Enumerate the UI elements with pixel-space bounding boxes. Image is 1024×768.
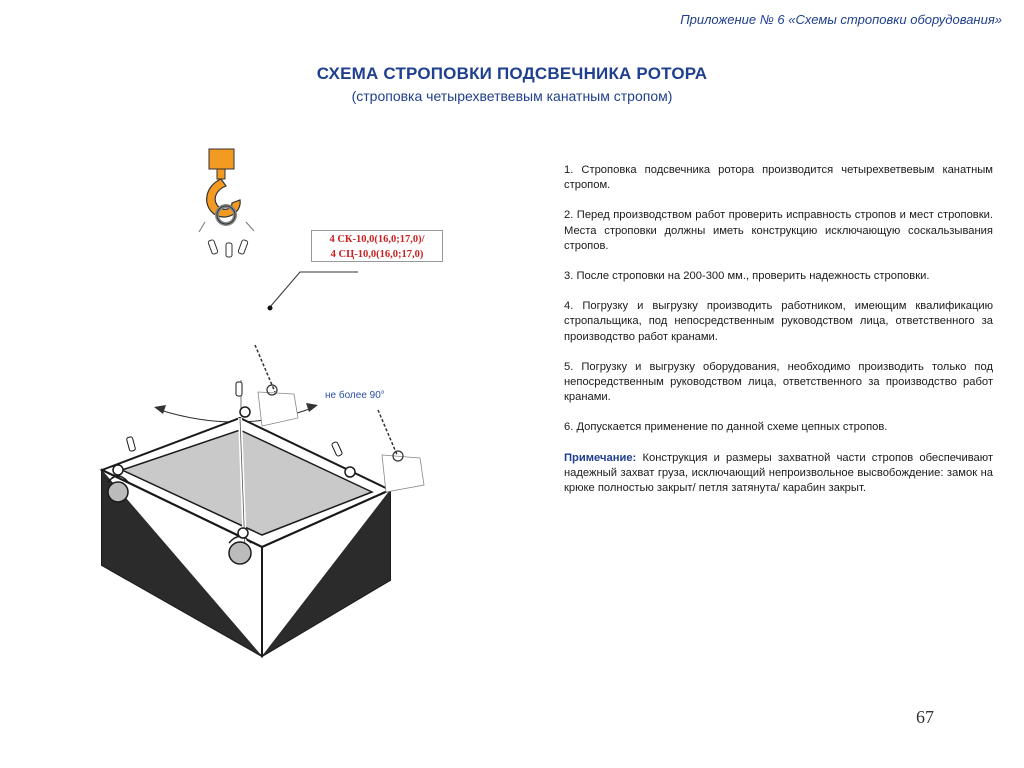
note-label: Примечание: [564, 451, 637, 464]
instruction-item: 1. Строповка подсвечника ротора производится четырехветвевым канатным стропом. [564, 164, 993, 192]
crane-hook-icon [199, 149, 254, 257]
instruction-item: 6. Допускается применение по данной схеме цепных стропов. [564, 421, 888, 434]
angle-limit-label: не более 90° [325, 390, 385, 401]
sling-spec-label [311, 230, 443, 262]
page-title: СХЕМА СТРОПОВКИ ПОДСВЕЧНИКА РОТОРА [316, 64, 708, 83]
label-leader-line [268, 272, 359, 311]
page-subtitle: (строповка четырехветвевым канатным стропом) [351, 88, 673, 104]
instruction-item: 2. Перед производством работ проверить исправность стропов и мест строповки. Места строповки должны иметь конструкцию исключающую соскальзывания стропов. [564, 209, 993, 252]
sling-spec-line-1: 4 СК-10,0(16,0;17,0)/ [329, 234, 425, 245]
instructions-list [564, 163, 993, 511]
instruction-item: 4. Погрузку и выгрузку производить работником, имеющим квалификацию стропальщика, под непосредственным руководством лица, ответственного за производство работ кранами. [564, 300, 993, 343]
sling-spec-line-2: 4 СЦ-10,0(16,0;17,0) [330, 249, 424, 260]
note-text: Конструкция и размеры захватной части стропов обеспечивают надежный захват груза, исключающий непроизвольное высвобождение: замок на крюке полностью закрыт/ петля затянута/ карабин закрыт. [564, 451, 993, 495]
appendix-header: Приложение № 6 «Схемы строповки оборудования» [680, 12, 1002, 27]
page-number: 67 [916, 707, 934, 727]
instruction-item: 5. Погрузку и выгрузку оборудования, необходимо производить только под непосредственным руководством лица, ответственного за производство работ кранами. [564, 360, 993, 404]
instruction-item: 3. После строповки на 200-300 мм., проверить надежность строповки. [564, 270, 930, 283]
note-paragraph [564, 451, 993, 497]
